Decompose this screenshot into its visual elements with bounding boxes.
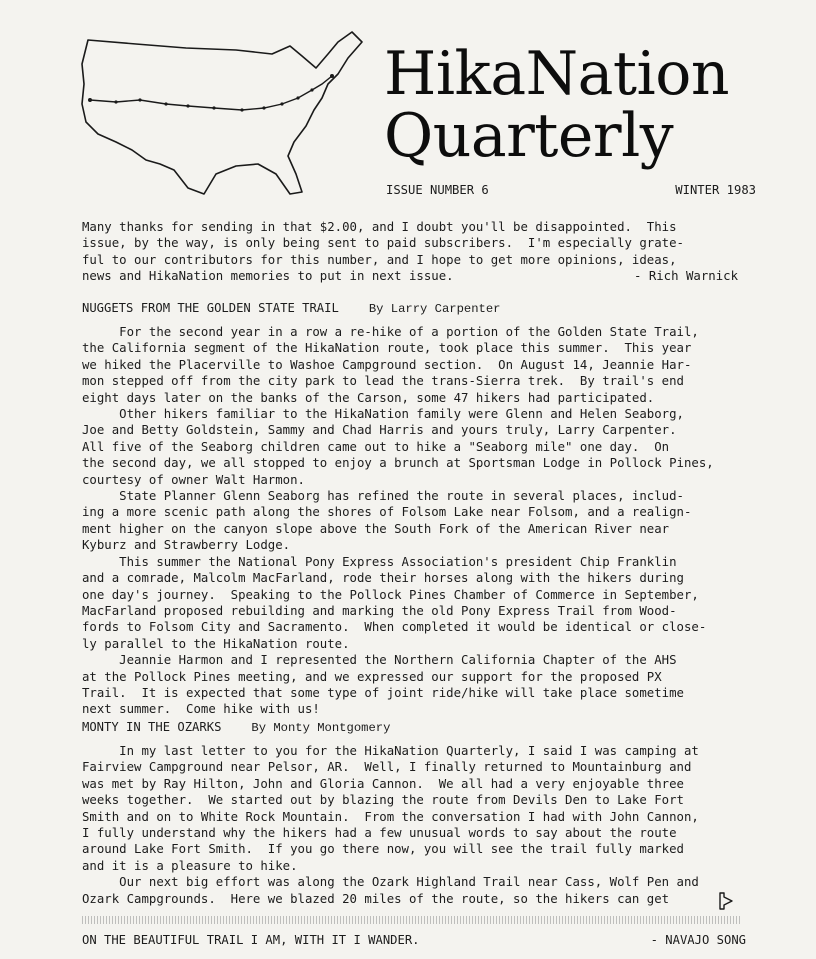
article-line: MacFarland proposed rebuilding and marking the old Pony Express Trail from Wood- [82,603,677,618]
intro-line: ful to our contributors for this number, and I hope to get more opinions, ideas, [82,252,677,267]
article-heading [82,300,762,317]
intro-signature: - Rich Warnick [633,269,738,284]
intro-last-line [82,268,762,284]
motto-text: ON THE BEAUTIFUL TRAIL I AM, WITH IT I WANDER. [82,933,420,947]
article-line: Fairview Campground near Pelsor, AR. Well, I finally returned to Mountainburg and [82,760,692,775]
article-line: courtesy of owner Walt Harmon. [82,472,305,487]
footer-motto [82,933,746,947]
article-line: ment higher on the canyon slope above the South Fork of the American River near [82,521,670,536]
article-line: at the Pollock Pines meeting, and we expressed our support for the proposed PX [82,669,662,684]
article-byline: By Monty Montgomery [251,721,391,735]
article-line: All five of the Seaborg children came out to hike a "Seaborg mile" one day. On [82,439,670,454]
article-line: Our next big effort was along the Ozark Highland Trail near Cass, Wolf Pen and [82,875,699,890]
masthead [384,39,804,171]
article-ozarks [82,719,762,907]
intro-line: Many thanks for sending in that $2.00, and I doubt you'll be disappointed. This [82,220,677,234]
motto-source: - NAVAJO SONG [650,933,746,947]
article-line: This summer the National Pony Express Association's president Chip Franklin [82,554,677,569]
article-line: Kyburz and Strawberry Lodge. [82,538,291,553]
article-line: Trail. It is expected that some type of joint ride/hike will take place sometime [82,685,684,700]
masthead-title-line2: Quarterly [384,101,674,171]
article-line: and a comrade, Malcolm MacFarland, rode their horses along with the hikers during [82,571,684,586]
article-line: weeks together. We started out by blazing the route from Devils Den to Lake Fort [82,793,684,808]
article-line: Joe and Betty Goldstein, Sammy and Chad Harris and yours truly, Larry Carpenter. [82,423,677,438]
issue-info [386,183,756,197]
issue-season: WINTER 1983 [675,183,756,197]
footer-divider [82,916,742,924]
masthead-title-line1: HikaNation [384,39,729,109]
article-line: Jeannie Harmon and I represented the Northern California Chapter of the AHS [82,653,677,668]
article-title: MONTY IN THE OZARKS [82,720,222,734]
article-line: For the second year in a row a re-hike of a portion of the Golden State Trail, [82,325,699,339]
article-line: State Planner Glenn Seaborg has refined the route in several places, includ- [82,489,684,504]
article-line: next summer. Come hike with us! [82,702,320,717]
intro-paragraph [82,219,762,285]
issue-number: ISSUE NUMBER 6 [386,183,489,197]
article-line: fords to Folsom City and Sacramento. When completed it would be identical or close- [82,620,707,635]
article-line: ly parallel to the HikaNation route. [82,636,350,651]
article-line: mon stepped off from the city park to lead the trans-Sierra trek. By trail's end [82,374,684,389]
article-line: In my last letter to you for the HikaNation Quarterly, I said I was camping at [82,744,699,758]
article-line: we hiked the Placerville to Washoe Campground section. On August 14, Jeannie Har- [82,357,692,372]
article-line: eight days later on the banks of the Carson, some 47 hikers had participated. [82,390,655,405]
article-line: was met by Ray Hilton, John and Gloria Cannon. We all had a very enjoyable three [82,776,684,791]
article-line: ing a more scenic path along the shores of Folsom Lake near Folsom, and a realign- [82,505,692,520]
article-line: the second day, we all stopped to enjoy a brunch at Sportsman Lodge in Pollock Pines, [82,456,714,471]
intro-line: issue, by the way, is only being sent to paid subscribers. I'm especially grate- [82,236,684,251]
article-line: Other hikers familiar to the HikaNation family were Glenn and Helen Seaborg, [82,407,684,422]
article-line: Smith and on to White Rock Mountain. From the conversation I had with John Cannon, [82,809,699,824]
article-byline: By Larry Carpenter [368,302,501,316]
intro-line: news and HikaNation memories to put in next issue. [82,269,454,284]
article-heading [82,719,762,736]
article-line: I fully understand why the hikers had a few unusual words to say about the route [82,826,677,841]
continue-arrow-icon [717,890,735,912]
article-title: NUGGETS FROM THE GOLDEN STATE TRAIL [82,301,339,315]
usa-route-map-icon [76,24,368,204]
article-line: Ozark Campgrounds. Here we blazed 20 miles of the route, so the hikers can get [82,891,670,906]
article-golden-state [82,300,762,718]
article-line: around Lake Fort Smith. If you go there now, you will see the trail fully marked [82,842,684,857]
article-line: one day's journey. Speaking to the Pollock Pines Chamber of Commerce in September, [82,587,699,602]
article-line: and it is a pleasure to hike. [82,858,298,873]
article-line: the California segment of the HikaNation route, took place this summer. This year [82,341,692,356]
